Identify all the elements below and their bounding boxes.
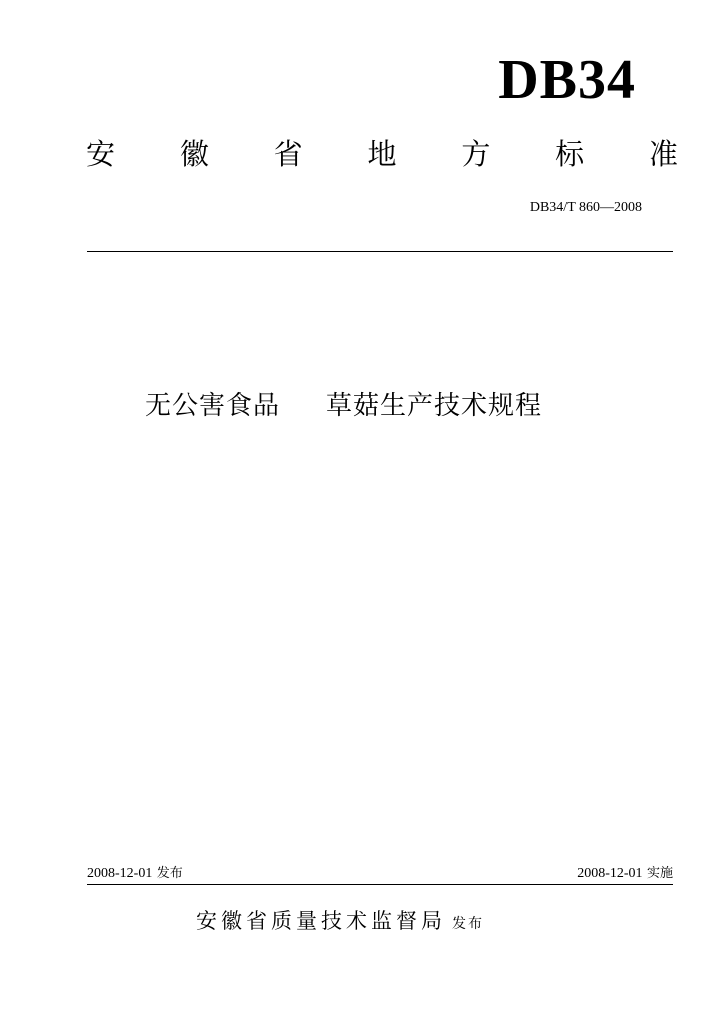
standard-type-heading xyxy=(86,134,678,174)
issue-date-line xyxy=(87,864,183,883)
issue-label: 发布 xyxy=(156,866,183,881)
publisher-name: 安徽省质量技术监督局 xyxy=(196,909,446,933)
implementation-label: 实施 xyxy=(646,866,673,881)
implementation-date: 2008-12-01 xyxy=(577,866,643,881)
title-category: 无公害食品 xyxy=(145,391,281,421)
standard-type-char: 方 xyxy=(461,137,491,171)
implementation-date-line xyxy=(577,864,673,883)
standard-type-char: 安 xyxy=(86,137,116,171)
publisher-line xyxy=(196,906,484,939)
title-subject: 草菇生产技术规程 xyxy=(326,391,543,421)
publisher-label: 发布 xyxy=(452,916,484,932)
standard-type-char: 徽 xyxy=(179,137,209,171)
header-divider xyxy=(87,251,673,252)
document-title xyxy=(145,388,542,424)
standard-type-char: 准 xyxy=(648,137,678,171)
standard-type-char: 标 xyxy=(555,137,585,171)
footer-divider xyxy=(87,884,673,885)
standard-type-char: 地 xyxy=(367,137,397,171)
standard-code: DB34 xyxy=(498,49,636,111)
issue-date: 2008-12-01 xyxy=(87,866,153,881)
standard-type-char: 省 xyxy=(273,137,303,171)
standard-number: DB34/T 860—2008 xyxy=(529,200,642,215)
